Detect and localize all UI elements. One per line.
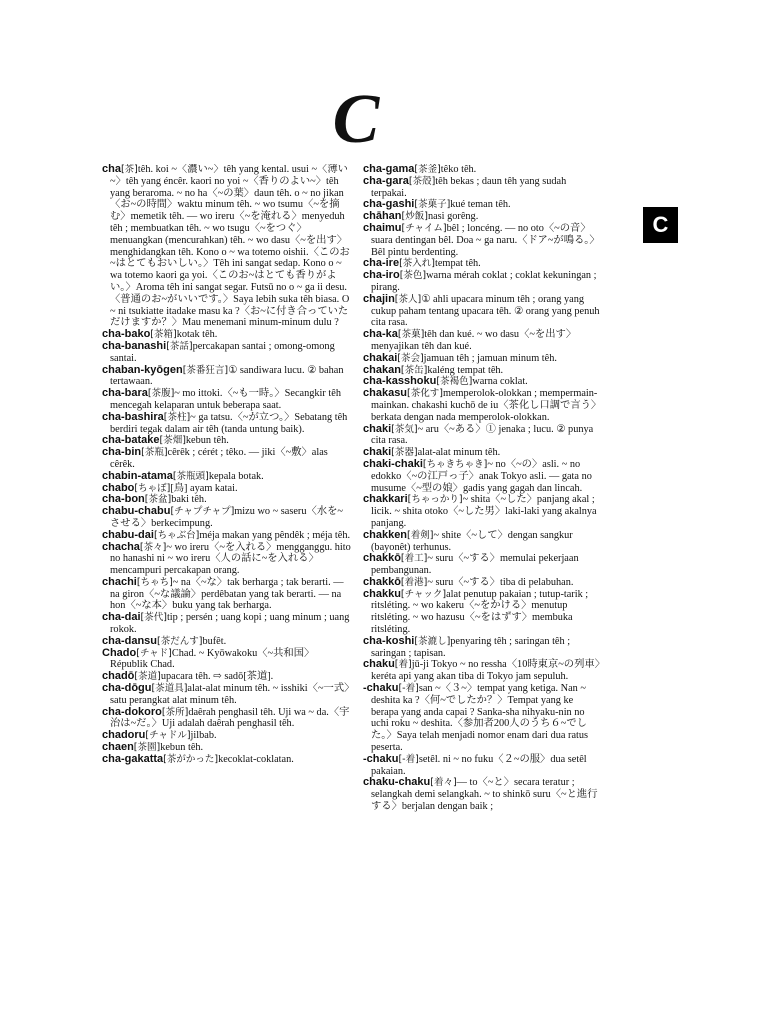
entry-headword: cha-bako bbox=[102, 328, 151, 341]
entry-headword: chakkō bbox=[363, 552, 401, 565]
entry-kanji: [ちゃきちゃき] bbox=[422, 458, 488, 470]
entry-headword: chaki-chaki bbox=[363, 457, 423, 470]
entry-definition: ~ suru〈~する〉memulai pekerjaan pembangunan. bbox=[371, 553, 579, 577]
entry-headword: cha-dokoro bbox=[102, 705, 162, 718]
entry-definition: ~ no〈~の〉asli. ~ no edokko〈~の江戸っ子〉anak Tokyo asli. ― gata no musume〈~型の娘〉gadis yang gagah dan lincah. bbox=[371, 458, 592, 494]
entry-definition: jū-ji Tokyo ~ no ressha〈10時東京~の列車〉keréta api yang akan tiba di Tokyo jam sepuluh. bbox=[371, 659, 600, 683]
entry-headword: cha-gara bbox=[363, 174, 409, 187]
entry-kanji: [茶褐色] bbox=[436, 376, 473, 388]
dictionary-entry bbox=[363, 388, 603, 423]
entry-kanji: [茶瓶] bbox=[141, 447, 168, 459]
entry-headword: chakkari bbox=[363, 493, 408, 506]
entry-headword: cha-gashi bbox=[363, 198, 415, 211]
dictionary-entry bbox=[102, 577, 352, 612]
entry-definition: nasi gorêng. bbox=[427, 211, 479, 223]
entry-kanji: [茶園] bbox=[133, 742, 161, 754]
dictionary-entry bbox=[363, 530, 603, 554]
dictionary-entry bbox=[363, 176, 603, 200]
entry-kanji: [茶々] bbox=[139, 541, 167, 553]
entry-definition: méja makan yang pêndêk ; méja têh. bbox=[199, 529, 351, 541]
entry-headword: chakkō bbox=[363, 575, 401, 588]
entry-definition: têh. koi ~〈濃い~〉têh yang kental. usui ~〈薄い~〉têh yang éncêr. kaori no yoi ~〈香りのよい~〉têh yang beraroma. ~ no ha〈~の葉〉daun têh. o ~ no jikan〈お~の時間〉waktu minum têh. ~ wo tsumu〈~を摘む〉memetik têh. ― wo ireru〈~を淹れる〉menyeduh têh ; membuatkan têh. ~ wo tsugu〈~をつぐ〉menuangkan (mencurahkan) têh. ~ wo dasu〈~を出す〉menghidangkan têh. Kono o ~ wa totemo oishii.〈このお~はとてもおいしい。〉Têh ini sangat sedap. Kono o ~ wa totemo kaori ga yoi.〈このお~はとても香りがよい。〉Aroma têh ini sangat segar. Futsū no o ~ ga ii desu.〈普通のお~がいいです。〉Saya lebih suka têh biasa. O ~ ni tsukiatte itadake masu ka ?〈お~に付き合っていただけますか？〉Mau menemani minum-minum dulu ? bbox=[110, 164, 350, 329]
entry-headword: cha-dansu bbox=[102, 634, 158, 647]
entry-kanji: [茶漉し] bbox=[414, 635, 451, 647]
entry-kanji: [茶道] bbox=[134, 671, 161, 683]
dictionary-entry bbox=[102, 365, 352, 389]
entry-headword: cha-bon bbox=[102, 493, 145, 506]
entry-definition: daêrah penghasil têh. Uji wa ~ da.〈宇治は~だ。〉Uji adalah daêrah penghasil têh. bbox=[110, 706, 350, 730]
entry-definition: upacara têh. ⇨ sadō[茶道]. bbox=[160, 671, 274, 683]
entry-definition: bufêt. bbox=[202, 635, 227, 647]
entry-headword: cha-gakatta bbox=[102, 752, 164, 765]
entry-kanji: [炒飯] bbox=[401, 211, 428, 223]
entry-kanji: [茶道具] bbox=[151, 683, 188, 695]
entry-kanji: [茶瓶頭] bbox=[172, 470, 209, 482]
entry-headword: cha-koshi bbox=[363, 634, 415, 647]
entry-headword: chacha bbox=[102, 540, 140, 553]
entry-headword: cha-bin bbox=[102, 446, 142, 459]
entry-kanji: [ちゃぼ] bbox=[134, 482, 171, 494]
entry-headword: chaku-chaku bbox=[363, 776, 431, 789]
entry-definition: têh bekas ; daun têh yang sudah terpakai. bbox=[371, 175, 567, 199]
dictionary-entry bbox=[102, 730, 352, 742]
entry-definition: alat-alat minum têh. ~ isshiki〈~一式〉satu perangkat alat minum têh. bbox=[110, 683, 350, 706]
entry-definition: mizu wo ~ saseru〈水を~させる〉berkecimpung. bbox=[110, 506, 343, 529]
entry-definition: baki têh. bbox=[171, 494, 207, 506]
entry-headword: chakai bbox=[363, 351, 398, 364]
entry-definition: san ~〈３~〉tempat yang ketiga. Nan ~ deshita ka ?〈何~でしたか？〉Tempat yang ke berapa yang anda capai ? Sanka-sha nihyaku-nin no uchi roku ~ deshita.〈参加者200人のうち６~でした。〉Saya telah menjadi nomor enam dari dua ratus peserta. bbox=[371, 683, 589, 754]
entry-definition: penyaring têh ; saringan têh ; saringan ; tapisan. bbox=[371, 635, 571, 659]
entry-definition: cêrêk ; cérét ; têko. ― jiki〈~敷〉alas cêrêk. bbox=[110, 447, 328, 470]
entry-definition: ① ahli upacara minum têh ; orang yang cukup paham tentang upacara têh. ② orang yang penuh cita rasa. bbox=[371, 293, 600, 329]
entry-definition: kaléng tempat têh. bbox=[427, 364, 504, 376]
entry-kanji: [着工] bbox=[400, 553, 428, 565]
entry-headword: chaku bbox=[363, 658, 395, 671]
entry-headword: chaimu bbox=[363, 221, 402, 234]
entry-headword: cha bbox=[102, 164, 121, 175]
entry-kanji: [茶所] bbox=[161, 706, 189, 718]
entry-headword: chabo bbox=[102, 481, 135, 494]
entry-headword: chaen bbox=[102, 741, 134, 754]
entry-kanji: [茶器] bbox=[391, 447, 418, 459]
page-letter-heading: C bbox=[332, 81, 380, 158]
entry-headword: chaki bbox=[363, 446, 392, 459]
entry-headword: chakku bbox=[363, 587, 401, 600]
dictionary-entry bbox=[363, 589, 603, 636]
entry-definition: jilbab. bbox=[190, 730, 217, 742]
entry-definition: jamuan têh ; jamuan minum têh. bbox=[423, 352, 557, 364]
entry-headword: Chado bbox=[102, 646, 137, 659]
entry-kanji: [着剣] bbox=[407, 529, 434, 541]
entry-kanji: [茶がかった] bbox=[163, 753, 219, 765]
entry-kanji: [着] bbox=[394, 659, 412, 671]
dictionary-entry bbox=[363, 270, 603, 294]
entry-headword: cha-gama bbox=[363, 164, 415, 175]
entry-definition: ~ ga tatsu.〈~が立つ。〉Sebatang têh berdiri tegak dalam air têh (tanda untung baik). bbox=[110, 411, 348, 435]
entry-definition: memperolok-olokkan ; mempermain-mainkan. chakashi kuchō de iu〈茶化し口調で言う〉berkata dengan nada memperolok-olokkan. bbox=[371, 388, 602, 423]
entry-kanji: [チャイム] bbox=[401, 222, 447, 234]
dictionary-entry bbox=[102, 612, 352, 636]
entry-kanji: [チャド] bbox=[136, 647, 172, 659]
entry-kanji: [チャック] bbox=[400, 588, 447, 600]
entry-kanji: [茶化す] bbox=[407, 388, 443, 400]
entry-kanji: [茶話] bbox=[166, 340, 193, 352]
entry-headword: chachi bbox=[102, 575, 137, 588]
entry-kanji: [茶気] bbox=[391, 423, 418, 435]
entry-kanji: [茶釜] bbox=[414, 164, 441, 175]
entry-definition: tip ; persén ; uang kopi ; uang minum ; uang rokok. bbox=[110, 612, 350, 636]
dictionary-entry bbox=[102, 164, 352, 329]
dictionary-entry bbox=[102, 707, 352, 731]
dictionary-entry bbox=[363, 659, 603, 683]
dictionary-entry bbox=[363, 553, 603, 577]
dictionary-entry bbox=[363, 459, 603, 494]
entry-definition: ~ shita〈~した〉panjang akal ; licik. ~ shita otoko〈~した男〉laki-laki yang akalnya panjang. bbox=[371, 494, 597, 529]
dictionary-entry bbox=[363, 294, 603, 329]
entry-definition: kué teman têh. bbox=[450, 199, 511, 211]
entry-definition: bêl ; loncéng. ― no oto〈~の音〉suara dentingan bêl. Doa ~ ga naru.〈ドア~が鳴る。〉Bêl pintu berdenting. bbox=[371, 222, 600, 258]
entry-kanji: [茶缶] bbox=[400, 364, 428, 376]
entry-definition: têh dan kué. ~ wo dasu〈~を出す〉menyajikan têh dan kué. bbox=[371, 329, 577, 352]
entry-definition: ~ suru〈~する〉tiba di pelabuhan. bbox=[427, 576, 574, 588]
dictionary-entry bbox=[102, 447, 352, 471]
entry-headword: chāhan bbox=[363, 210, 402, 223]
dictionary-entry bbox=[363, 683, 603, 754]
entry-kanji: [ちゃち] bbox=[136, 576, 173, 588]
entry-definition: kecoklat-coklatan. bbox=[218, 753, 294, 765]
entry-headword: chabu-chabu bbox=[102, 505, 171, 518]
dictionary-entry bbox=[102, 471, 352, 483]
entry-kanji: [チャドル] bbox=[145, 730, 191, 742]
entry-kanji: [茶柱] bbox=[163, 411, 191, 423]
thumb-index-tab: C bbox=[643, 207, 678, 243]
entry-kanji: [茶菓子] bbox=[414, 199, 451, 211]
entry-kanji: [茶色] bbox=[399, 270, 427, 282]
entry-definition: ~ wo ireru〈~を入れる〉mengganggu. hito no hanashi ni ~ wo ireru〈人の話に~を入れる〉mencampuri percakapan orang. bbox=[110, 541, 351, 577]
entry-kanji: [茶箱] bbox=[150, 329, 177, 341]
entry-kanji: [茶だんす] bbox=[157, 635, 203, 647]
entry-headword: cha-bashira bbox=[102, 410, 164, 423]
entry-definition: Chad. ~ Kyōwakoku〈~共和国〉Républik Chad. bbox=[110, 647, 315, 671]
entry-headword: chabu-dai bbox=[102, 528, 154, 541]
dictionary-entry bbox=[363, 494, 603, 529]
entry-definition: kotak têh. bbox=[176, 329, 218, 341]
entry-headword: chadō bbox=[102, 670, 135, 683]
entry-definition: percakapan santai ; omong-omong santai. bbox=[110, 340, 335, 364]
entry-definition: alat penutup pakaian ; tutup-tarik ; ritsléting. ~ wo kakeru〈~をかける〉menutup ritsléting. ~ wo hazusu〈~をはずす〉membuka ritsléting. bbox=[371, 588, 589, 636]
entry-kanji: [-着] bbox=[398, 753, 419, 765]
entry-kanji: [茶番狂言] bbox=[182, 364, 229, 376]
entry-headword: cha-dōgu bbox=[102, 682, 152, 695]
entry-headword: -chaku bbox=[363, 752, 399, 765]
entry-kanji: [茶代] bbox=[140, 612, 167, 624]
entry-definition: kebun têh. bbox=[160, 742, 204, 754]
entry-kanji: [ちゃぶ台] bbox=[153, 529, 200, 541]
entry-definition: ~ mo ittoki.〈~も一時。〉Secangkir têh mencegah kelaparan untuk beberapa saat. bbox=[110, 388, 342, 411]
entry-kanji: [茶入れ] bbox=[399, 258, 435, 270]
entry-definition: kepala botak. bbox=[208, 470, 264, 482]
entry-kanji: [着港] bbox=[400, 576, 428, 588]
entry-definition: ① sandiwara lucu. ② bahan tertawaan. bbox=[110, 364, 344, 388]
entry-kanji: [茶菓] bbox=[397, 329, 425, 341]
entry-definition: ― to〈~と〉secara teratur ; selangkah demi selangkah. ~ to shinkō suru〈~と進行する〉berjalan dengan baik ; bbox=[371, 777, 598, 813]
entry-headword: chaki bbox=[363, 422, 392, 435]
dictionary-entry bbox=[102, 412, 352, 436]
entry-definition: [鳥] ayam katai. bbox=[170, 482, 238, 494]
entry-headword: chajin bbox=[363, 292, 395, 305]
entry-definition: warna coklat. bbox=[472, 376, 528, 388]
entry-headword: chakasu bbox=[363, 387, 408, 400]
entry-definition: ~ aru〈~ある〉① jenaka ; lucu. ② punya cita rasa. bbox=[371, 423, 594, 447]
entry-headword: chaban-kyōgen bbox=[102, 363, 183, 376]
entry-kanji: [茶会] bbox=[397, 352, 424, 364]
entry-headword: cha-banashi bbox=[102, 339, 167, 352]
entry-kanji: [着々] bbox=[430, 777, 457, 789]
dictionary-entry bbox=[102, 542, 352, 577]
dictionary-entry bbox=[102, 636, 352, 648]
entry-headword: chabin-atama bbox=[102, 469, 173, 482]
dictionary-column-left bbox=[102, 164, 352, 944]
dictionary-entry bbox=[363, 754, 603, 778]
entry-definition: ~ na〈~な〉tak berharga ; tak berarti. ― na giron〈~な議論〉perdêbatan yang tak berarti. ― na hon〈~な本〉buku yang tak berharga. bbox=[110, 576, 344, 612]
dictionary-entry bbox=[102, 754, 352, 766]
dictionary-entry bbox=[363, 636, 603, 660]
entry-definition: têko têh. bbox=[440, 164, 477, 175]
entry-headword: cha-dai bbox=[102, 611, 141, 624]
entry-kanji: [茶殻] bbox=[408, 175, 436, 187]
entry-headword: -chaku bbox=[363, 682, 399, 695]
entry-kanji: [チャプチャプ] bbox=[170, 506, 235, 518]
entry-headword: cha-bara bbox=[102, 387, 148, 400]
entry-headword: cha-ka bbox=[363, 328, 398, 341]
entry-headword: cha-ire bbox=[363, 257, 400, 270]
entry-definition: alat-alat minum têh. bbox=[417, 447, 501, 459]
dictionary-entry bbox=[363, 424, 603, 448]
entry-definition: tempat têh. bbox=[435, 258, 481, 270]
entry-definition: ~ shite〈~して〉dengan sangkur (bayonêt) terhunus. bbox=[371, 529, 573, 553]
entry-kanji: [茶畑] bbox=[159, 435, 186, 447]
dictionary-entry bbox=[102, 648, 352, 672]
entry-kanji: [-着] bbox=[398, 683, 419, 695]
entry-headword: cha-iro bbox=[363, 269, 400, 282]
dictionary-entry bbox=[102, 341, 352, 365]
entry-kanji: [茶] bbox=[120, 164, 138, 175]
dictionary-entry bbox=[102, 683, 352, 707]
entry-kanji: [茶腹] bbox=[147, 388, 175, 400]
entry-definition: warna mérah coklat ; coklat kekuningan ; pirang. bbox=[371, 270, 597, 293]
entry-headword: chakken bbox=[363, 528, 408, 541]
entry-headword: cha-kasshoku bbox=[363, 375, 437, 388]
entry-kanji: [茶人] bbox=[394, 293, 422, 305]
entry-kanji: [ちゃっかり] bbox=[407, 494, 463, 506]
dictionary-entry bbox=[363, 329, 603, 353]
entry-kanji: [茶盆] bbox=[144, 494, 172, 506]
entry-headword: chadoru bbox=[102, 729, 146, 742]
entry-headword: chakan bbox=[363, 363, 401, 376]
dictionary-column-right bbox=[363, 164, 603, 944]
entry-definition: setêl. ni ~ no fuku〈２~の服〉dua setêl pakaian. bbox=[371, 753, 587, 777]
entry-headword: cha-batake bbox=[102, 434, 160, 447]
entry-definition: kebun têh. bbox=[185, 435, 229, 447]
dictionary-entry bbox=[363, 777, 603, 812]
dictionary-entry bbox=[102, 506, 352, 530]
dictionary-entry bbox=[102, 388, 352, 412]
dictionary-entry bbox=[363, 223, 603, 258]
